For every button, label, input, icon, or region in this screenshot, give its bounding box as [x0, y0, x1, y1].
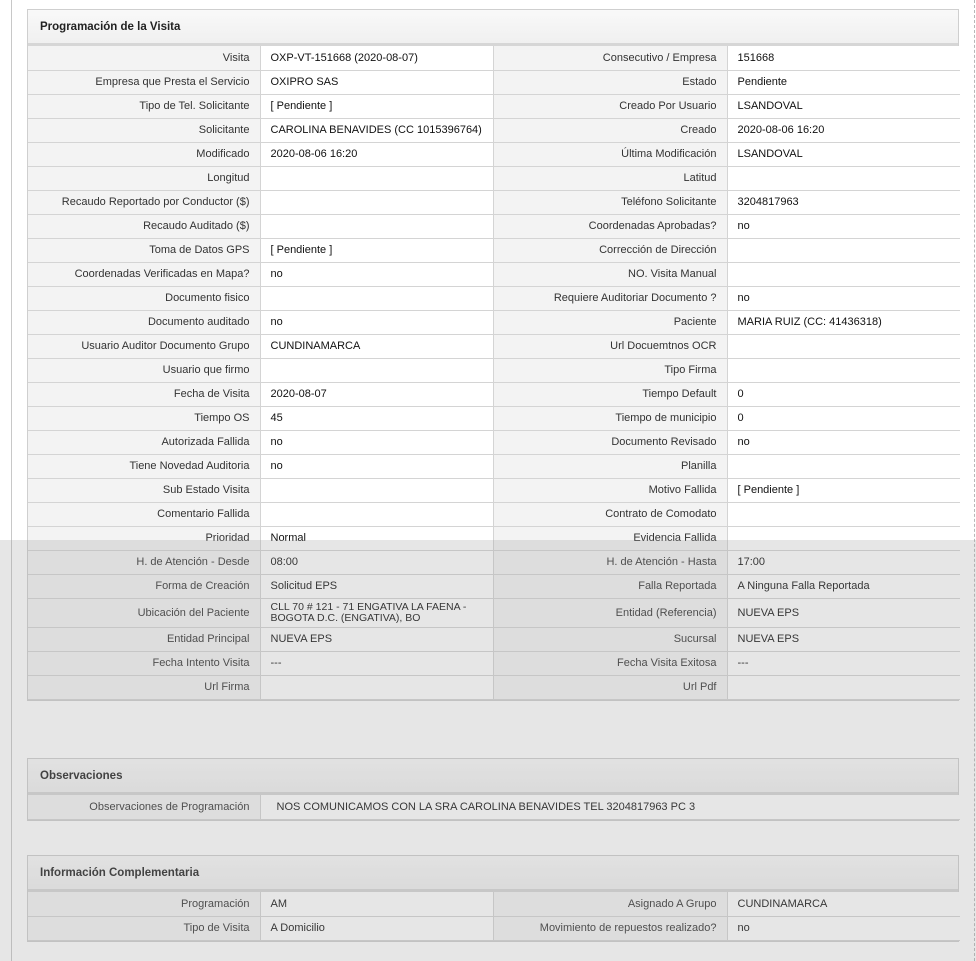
field-label: Url Pdf: [493, 675, 727, 699]
field-value: [260, 286, 493, 310]
table-row: [28, 478, 960, 502]
right-dashed-line: [974, 0, 975, 961]
programacion-panel: [27, 9, 959, 701]
field-label: Última Modificación: [493, 142, 727, 166]
table-row: [28, 675, 960, 699]
field-label: Tipo de Visita: [28, 916, 260, 940]
table-row: [28, 358, 960, 382]
field-label: Creado: [493, 118, 727, 142]
table-row: [28, 916, 960, 940]
field-value: no: [727, 430, 960, 454]
field-value: [260, 358, 493, 382]
field-label: Toma de Datos GPS: [28, 238, 260, 262]
table-row: [28, 70, 960, 94]
field-value: 2020-08-06 16:20: [727, 118, 960, 142]
field-value: [260, 675, 493, 699]
field-value: [727, 526, 960, 550]
field-value: no: [727, 286, 960, 310]
field-value: MARIA RUIZ (CC: 41436318): [727, 310, 960, 334]
field-value: [727, 454, 960, 478]
table-row: [28, 238, 960, 262]
field-label: Entidad Principal: [28, 627, 260, 651]
field-label: Programación: [28, 892, 260, 916]
field-label: Comentario Fallida: [28, 502, 260, 526]
field-value: 151668: [727, 46, 960, 70]
field-value: [ Pendiente ]: [727, 478, 960, 502]
table-row: [28, 574, 960, 598]
field-value: [260, 478, 493, 502]
field-value: 08:00: [260, 550, 493, 574]
field-label: Usuario que firmo: [28, 358, 260, 382]
field-value: 0: [727, 406, 960, 430]
field-value: 17:00: [727, 550, 960, 574]
field-value: 45: [260, 406, 493, 430]
field-value: [727, 358, 960, 382]
table-row: [28, 214, 960, 238]
field-label: Documento fisico: [28, 286, 260, 310]
field-label: Observaciones de Programación: [28, 795, 260, 819]
table-row: [28, 94, 960, 118]
field-value: Solicitud EPS: [260, 574, 493, 598]
field-value: [727, 334, 960, 358]
table-row: [28, 190, 960, 214]
complementaria-table: [28, 892, 960, 941]
table-row: [28, 262, 960, 286]
field-value: no: [260, 430, 493, 454]
field-value: [727, 675, 960, 699]
field-label: Tiempo Default: [493, 382, 727, 406]
field-value: CUNDINAMARCA: [727, 892, 960, 916]
programacion-table: [28, 46, 960, 700]
field-value: A Domicilio: [260, 916, 493, 940]
field-value: 0: [727, 382, 960, 406]
field-label: Estado: [493, 70, 727, 94]
field-label: Falla Reportada: [493, 574, 727, 598]
field-value: LSANDOVAL: [727, 142, 960, 166]
field-label: Entidad (Referencia): [493, 598, 727, 627]
field-value: NOS COMUNICAMOS CON LA SRA CAROLINA BENAVIDES TEL 3204817963 PC 3: [260, 795, 960, 819]
field-label: Modificado: [28, 142, 260, 166]
field-label: Tipo Firma: [493, 358, 727, 382]
table-row: [28, 430, 960, 454]
field-label: Planilla: [493, 454, 727, 478]
field-label: Coordenadas Verificadas en Mapa?: [28, 262, 260, 286]
field-label: Asignado A Grupo: [493, 892, 727, 916]
field-value: NUEVA EPS: [727, 627, 960, 651]
field-value: ---: [260, 651, 493, 675]
field-value: LSANDOVAL: [727, 94, 960, 118]
table-row: [28, 454, 960, 478]
table-row: [28, 795, 960, 819]
field-label: Teléfono Solicitante: [493, 190, 727, 214]
field-label: Empresa que Presta el Servicio: [28, 70, 260, 94]
field-value: CAROLINA BENAVIDES (CC 1015396764): [260, 118, 493, 142]
field-label: Url Docuemtnos OCR: [493, 334, 727, 358]
field-value: no: [727, 916, 960, 940]
table-row: [28, 310, 960, 334]
field-value: [260, 190, 493, 214]
complementaria-title: Información Complementaria: [28, 856, 958, 892]
table-row: [28, 382, 960, 406]
table-row: [28, 627, 960, 651]
field-value: A Ninguna Falla Reportada: [727, 574, 960, 598]
field-label: Documento auditado: [28, 310, 260, 334]
table-row: [28, 892, 960, 916]
field-label: Latitud: [493, 166, 727, 190]
field-value: [727, 238, 960, 262]
field-value: [ Pendiente ]: [260, 238, 493, 262]
observaciones-panel: [27, 758, 959, 821]
field-label: Prioridad: [28, 526, 260, 550]
field-value: no: [260, 454, 493, 478]
field-label: Recaudo Reportado por Conductor ($): [28, 190, 260, 214]
field-value: no: [260, 262, 493, 286]
field-value: Normal: [260, 526, 493, 550]
field-value: AM: [260, 892, 493, 916]
field-label: Url Firma: [28, 675, 260, 699]
field-value: 3204817963: [727, 190, 960, 214]
field-label: NO. Visita Manual: [493, 262, 727, 286]
field-value: CLL 70 # 121 - 71 ENGATIVA LA FAENA - BOGOTA D.C. (ENGATIVA), BO: [260, 598, 493, 627]
field-label: Usuario Auditor Documento Grupo: [28, 334, 260, 358]
field-label: Paciente: [493, 310, 727, 334]
field-label: Recaudo Auditado ($): [28, 214, 260, 238]
field-value: 2020-08-06 16:20: [260, 142, 493, 166]
table-row: [28, 286, 960, 310]
field-label: Requiere Auditoriar Documento ?: [493, 286, 727, 310]
field-label: Evidencia Fallida: [493, 526, 727, 550]
field-label: Fecha Visita Exitosa: [493, 651, 727, 675]
table-row: [28, 502, 960, 526]
field-value: NUEVA EPS: [260, 627, 493, 651]
field-label: Tiempo de municipio: [493, 406, 727, 430]
field-label: Sub Estado Visita: [28, 478, 260, 502]
field-label: Sucursal: [493, 627, 727, 651]
field-value: [260, 214, 493, 238]
table-row: [28, 406, 960, 430]
field-value: [260, 502, 493, 526]
field-label: Solicitante: [28, 118, 260, 142]
field-label: Ubicación del Paciente: [28, 598, 260, 627]
table-row: [28, 598, 960, 627]
table-row: [28, 166, 960, 190]
field-value: 2020-08-07: [260, 382, 493, 406]
field-value: [ Pendiente ]: [260, 94, 493, 118]
left-border-line: [11, 0, 12, 961]
table-row: [28, 550, 960, 574]
field-label: Documento Revisado: [493, 430, 727, 454]
field-label: Motivo Fallida: [493, 478, 727, 502]
observaciones-title: Observaciones: [28, 759, 958, 795]
field-value: [727, 502, 960, 526]
field-label: Visita: [28, 46, 260, 70]
table-row: [28, 46, 960, 70]
field-label: Creado Por Usuario: [493, 94, 727, 118]
field-label: Consecutivo / Empresa: [493, 46, 727, 70]
field-value: OXP-VT-151668 (2020-08-07): [260, 46, 493, 70]
field-label: Contrato de Comodato: [493, 502, 727, 526]
observaciones-table: [28, 795, 960, 820]
field-value: Pendiente: [727, 70, 960, 94]
field-label: Longitud: [28, 166, 260, 190]
field-label: Tiempo OS: [28, 406, 260, 430]
field-label: Tipo de Tel. Solicitante: [28, 94, 260, 118]
field-label: Fecha de Visita: [28, 382, 260, 406]
field-value: ---: [727, 651, 960, 675]
field-value: [727, 262, 960, 286]
table-row: [28, 118, 960, 142]
field-label: Corrección de Dirección: [493, 238, 727, 262]
table-row: [28, 526, 960, 550]
field-value: OXIPRO SAS: [260, 70, 493, 94]
field-label: Coordenadas Aprobadas?: [493, 214, 727, 238]
field-label: H. de Atención - Desde: [28, 550, 260, 574]
table-row: [28, 142, 960, 166]
table-row: [28, 334, 960, 358]
field-label: Tiene Novedad Auditoria: [28, 454, 260, 478]
field-value: [727, 166, 960, 190]
complementaria-panel: [27, 855, 959, 942]
field-value: no: [727, 214, 960, 238]
field-label: Movimiento de repuestos realizado?: [493, 916, 727, 940]
programacion-title: Programación de la Visita: [28, 10, 958, 46]
field-value: NUEVA EPS: [727, 598, 960, 627]
field-label: H. de Atención - Hasta: [493, 550, 727, 574]
field-label: Autorizada Fallida: [28, 430, 260, 454]
field-value: CUNDINAMARCA: [260, 334, 493, 358]
field-label: Forma de Creación: [28, 574, 260, 598]
table-row: [28, 651, 960, 675]
field-value: no: [260, 310, 493, 334]
field-label: Fecha Intento Visita: [28, 651, 260, 675]
field-value: [260, 166, 493, 190]
